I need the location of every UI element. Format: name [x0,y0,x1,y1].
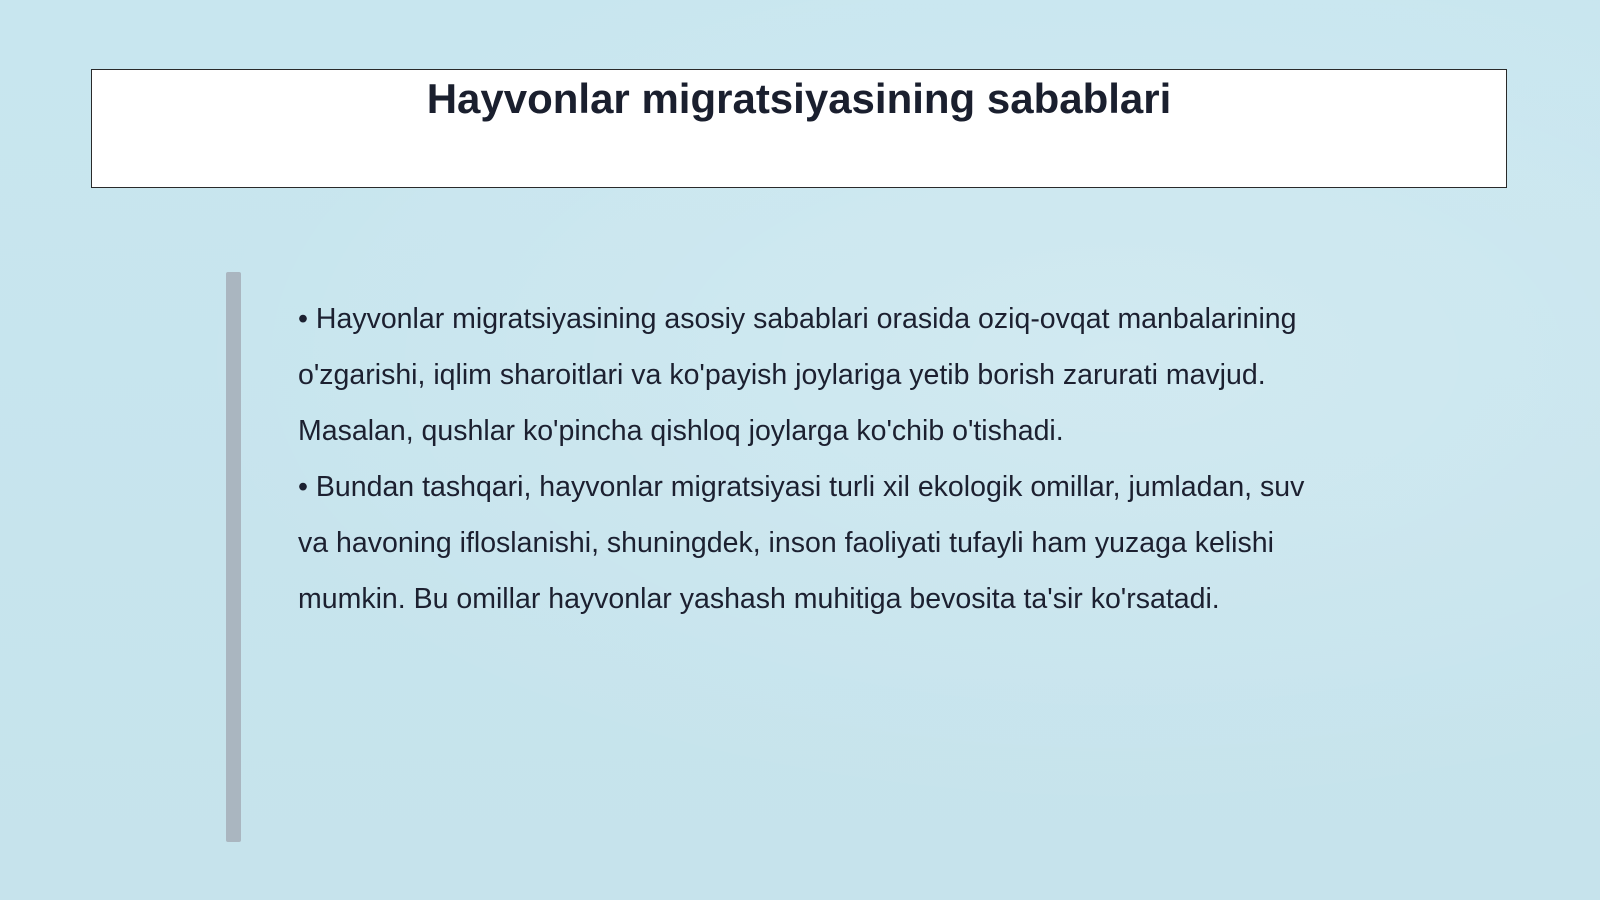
accent-bar [226,272,241,842]
bullet-paragraph-2: • Bundan tashqari, hayvonlar migratsiyasi turli xil ekologik omillar, jumladan, suv va havoning ifloslanishi, shuningdek, inson faoliyati tufayli ham yuzaga kelishi mumkin. Bu omillar hayvonlar yashash muhitiga bevosita ta'sir ko'rsatadi. [298,471,1305,615]
bullet-paragraph-1: • Hayvonlar migratsiyasining asosiy sabablari orasida oziq-ovqat manbalarining o'zgarishi, iqlim sharoitlari va ko'payish joylariga yetib borish zarurati mavjud. Masalan, qushlar ko'pincha qishloq joylarga ko'chib o'tishadi. [298,303,1297,447]
title-box [91,69,1507,188]
slide-body [298,291,1318,627]
slide-title: Hayvonlar migratsiyasining sabablari [426,75,1172,122]
